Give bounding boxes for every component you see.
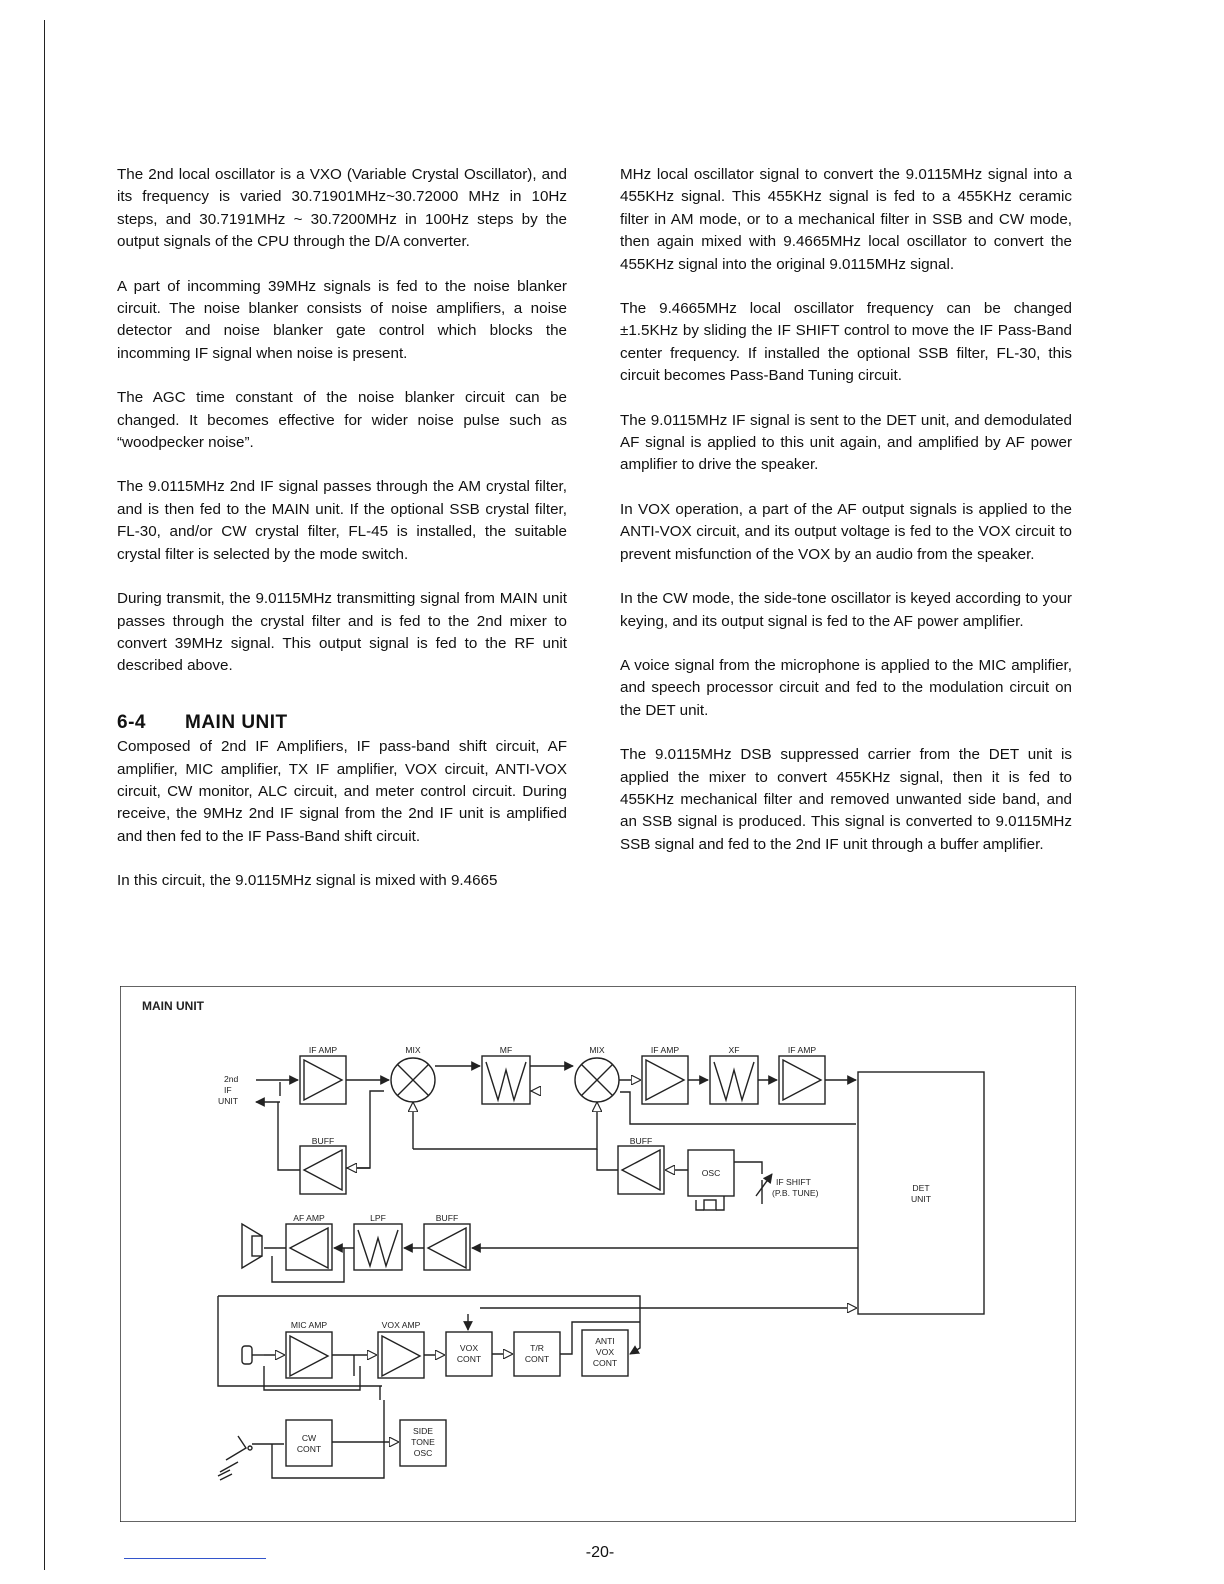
label-osc: OSC <box>701 1168 721 1178</box>
buffer-block-1 <box>300 1146 346 1194</box>
paragraph-cw-mode: In the CW mode, the side-tone oscillator is keyed according to your keying, and its output signal is fed to the AF power amplifier. <box>620 590 1072 630</box>
label-pb-tune: (P.B. TUNE) <box>772 1188 819 1198</box>
diagram-frame <box>120 986 1076 1522</box>
paragraph-vox: In VOX operation, a part of the AF output signals is applied to the ANTI-VOX circuit, and its output voltage is fed to the VOX circuit to prevent misfunction of the VOX by an audio from the speaker. <box>620 500 1072 563</box>
label-cw-cont-2: CONT <box>296 1444 322 1454</box>
key-switch-icon <box>218 1436 252 1480</box>
lpf-block <box>354 1224 402 1270</box>
vox-amp-block <box>378 1332 424 1378</box>
label-tr-cont-2: CONT <box>524 1354 550 1364</box>
speaker-icon <box>242 1224 262 1268</box>
if-amp-block-3 <box>779 1056 825 1104</box>
paragraph-noise-blanker: A part of incomming 39MHz signals is fed to the noise blanker circuit. The noise blanker consists of noise amplifiers, a noise detector and noise blanker gate control which blocks the incomming IF signal when noise is present. <box>117 277 567 362</box>
label-anti-vox-1: ANTI <box>595 1336 615 1346</box>
section-heading <box>117 712 567 734</box>
paragraph-agc: The AGC time constant of the noise blanker circuit can be changed. It becomes effective for wider noise pulse such as “woodpecker noise”. <box>117 389 567 452</box>
main-unit-block-diagram <box>120 986 1076 1522</box>
mechanical-filter-block <box>482 1056 530 1104</box>
binding-margin-line <box>44 20 45 1570</box>
page-number: -20- <box>585 1544 615 1561</box>
label-buff-3: BUFF <box>435 1213 459 1223</box>
label-if-amp-2: IF AMP <box>650 1045 680 1055</box>
label-buff-2: BUFF <box>629 1136 653 1146</box>
label-mix-2: MIX <box>589 1045 605 1055</box>
label-input-2nd: 2nd <box>224 1074 239 1084</box>
label-det-unit: UNIT <box>910 1194 932 1204</box>
label-input-unit: UNIT <box>218 1096 239 1106</box>
label-mix-1: MIX <box>405 1045 421 1055</box>
mixer-block-1 <box>391 1058 435 1102</box>
label-lpf: LPF <box>370 1213 386 1223</box>
label-side-tone-1: SIDE <box>412 1426 434 1436</box>
label-tr-cont-1: T/R <box>530 1343 544 1353</box>
paragraph-455khz: MHz local oscillator signal to convert the 9.0115MHz signal into a 455KHz signal. This 455KHz signal is fed to a 455KHz ceramic filter in AM mode, or to a mechanical filter in SSB and CW mode, then again mixed with 9.4665MHz local oscillator to convert the 455KHz signal into the original 9.0115MHz signal. <box>620 166 1072 273</box>
paragraph-voice-signal: A voice signal from the microphone is applied to the MIC amplifier, and speech processor circuit and fed to the modulation circuit on the DET unit. <box>620 656 1072 719</box>
mixer-block-2 <box>575 1058 619 1102</box>
osc-block <box>688 1150 734 1210</box>
label-cw-cont-1: CW <box>301 1433 317 1443</box>
label-vox-cont-1: VOX <box>459 1343 479 1353</box>
label-buff-1: BUFF <box>311 1136 335 1146</box>
label-vox-cont-2: CONT <box>456 1354 482 1364</box>
det-unit-block <box>858 1072 984 1314</box>
label-if-amp-3: IF AMP <box>787 1045 817 1055</box>
label-det: DET <box>912 1183 930 1193</box>
footer-link-line <box>124 1558 266 1559</box>
paragraph-det-unit: The 9.0115MHz IF signal is sent to the DET unit, and demodulated AF signal is applied to this unit again, and amplified by AF power amplifier to drive the speaker. <box>620 411 1072 474</box>
paragraph-vxo: The 2nd local oscillator is a VXO (Variable Crystal Oscillator), and its frequency is varied 30.71901MHz~30.72000 MHz in 10Hz steps, and 30.7191MHz ~ 30.7200MHz in 100Hz steps by the output signals of the CPU through the D/A converter. <box>117 166 567 251</box>
right-text-column <box>620 164 1072 856</box>
section-title: MAIN UNIT <box>185 711 288 733</box>
buffer-block-2 <box>618 1146 664 1194</box>
cw-cont-block <box>286 1420 332 1466</box>
section-number: 6-4 <box>117 711 146 733</box>
crystal-filter-block <box>710 1056 758 1104</box>
microphone-icon <box>242 1346 264 1364</box>
label-af-amp: AF AMP <box>293 1213 325 1223</box>
label-mf: MF <box>499 1045 513 1055</box>
label-anti-vox-3: CONT <box>592 1358 618 1368</box>
if-amp-block-1 <box>300 1056 346 1104</box>
label-vox-amp: VOX AMP <box>381 1320 421 1330</box>
af-amp-block <box>286 1224 332 1270</box>
buffer-block-3 <box>424 1224 470 1270</box>
label-input-if: IF <box>224 1085 232 1095</box>
paragraph-if-shift: The 9.4665MHz local oscillator frequency can be changed ±1.5KHz by sliding the IF SHIFT control to move the IF Pass-Band center frequency. If installed the optional SSB filter, FL-30, this circuit becomes Pass-Band Tuning circuit. <box>620 300 1072 385</box>
label-if-shift: IF SHIFT <box>776 1177 811 1187</box>
label-side-tone-2: TONE <box>411 1437 435 1447</box>
label-anti-vox-2: VOX <box>595 1347 615 1357</box>
paragraph-transmit: During transmit, the 9.0115MHz transmitting signal from MAIN unit passes through the crystal filter and is fed to the 2nd mixer to convert 39MHz signal. This output signal is fed to the RF unit described above. <box>117 590 567 675</box>
label-if-amp-1: IF AMP <box>308 1045 338 1055</box>
if-amp-block-2 <box>642 1056 688 1104</box>
mic-amp-block <box>286 1332 332 1378</box>
diagram-title: MAIN UNIT <box>142 999 204 1013</box>
label-side-tone-3: OSC <box>413 1448 433 1458</box>
paragraph-dsb: The 9.0115MHz DSB suppressed carrier from the DET unit is applied the mixer to convert 455KHz signal, then it is fed to 455KHz mechanical filter and removed unwanted side band, and an SSB signal is produced. This signal is converted to 9.0115MHz SSB signal and fed to the 2nd IF unit through a buffer amplifier. <box>620 746 1072 853</box>
paragraph-main-unit: Composed of 2nd IF Amplifiers, IF pass-band shift circuit, AF amplifier, MIC amplifier, TX IF amplifier, VOX circuit, ANTI-VOX circuit, CW monitor, ALC circuit, and meter control circuit. During receive, the 9MHz 2nd IF signal from the 2nd IF unit is amplified and then fed to the IF Pass-Band shift circuit. <box>117 738 567 845</box>
label-xf: XF <box>728 1045 740 1055</box>
paragraph-mixing: In this circuit, the 9.0115MHz signal is mixed with 9.4665 <box>117 872 498 890</box>
paragraph-crystal-filter: The 9.0115MHz 2nd IF signal passes through the AM crystal filter, and is then fed to the MAIN unit. If the optional SSB crystal filter, FL-30, and/or CW crystal filter, FL-45 is installed, the suitable crystal filter is selected by the mode switch. <box>117 478 567 563</box>
label-mic-amp: MIC AMP <box>290 1320 328 1330</box>
if-shift-variable-resistor <box>756 1174 772 1204</box>
left-text-column <box>117 164 567 893</box>
